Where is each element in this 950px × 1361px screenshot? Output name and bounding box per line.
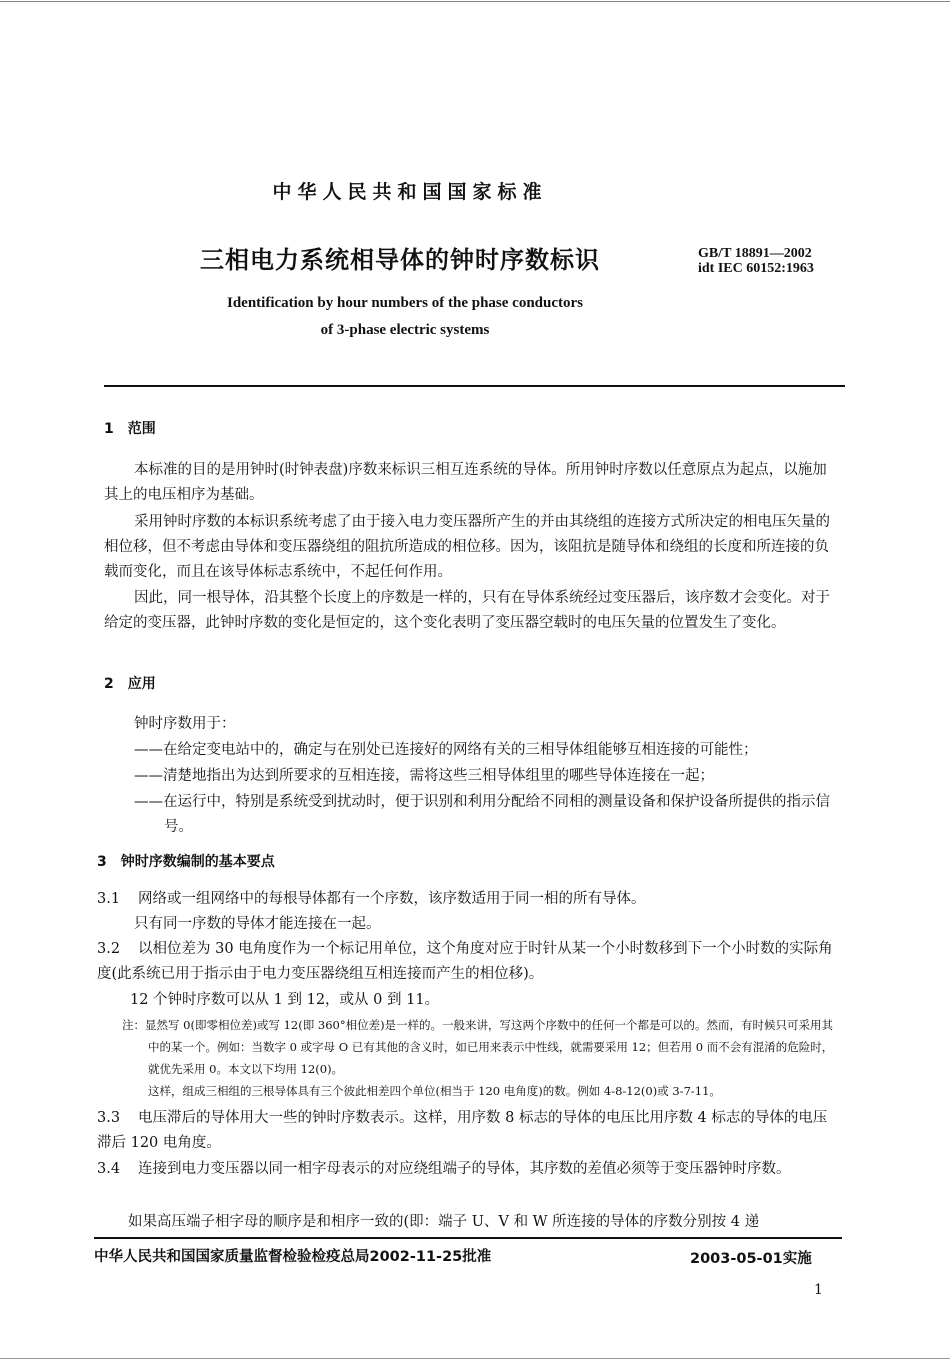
clause-3-1-text-b: 只有同一序数的导体才能连接在一起。 — [134, 916, 381, 932]
scan-edge-top — [0, 1, 950, 2]
clause-3-1-text: 网络或一组网络中的每根导体都有一个序数，该序数适用于同一相的所有导体。 — [138, 891, 646, 907]
clause-3-2-text: 以相位差为 30 电角度作为一个标记用单位，这个角度对应于时针从某一个小时数移到下一个小时数的实际角度(此系统已用于指示由于电力变压器绕组互相连接而产生的相位移)。 — [97, 941, 833, 982]
clause-3-2-text-b: 12 个钟时序数可以从 1 到 12，或从 0 到 11。 — [130, 992, 440, 1008]
clause-3-3-text: 电压滞后的导体用大一些的钟时序数表示。这样，用序数 8 标志的导体的电压比用序数 4 标志的导体的电压滞后 120 电角度。 — [97, 1110, 828, 1151]
section-2-item-1: ——在给定变电站中的，确定与在别处已连接好的网络有关的三相导体组能够互相连接的可能性； — [134, 742, 758, 758]
clause-3-4-number: 3.4 — [97, 1161, 121, 1177]
title-en-line-1: Identification by hour numbers of the phase conductors — [226, 295, 583, 311]
idt-reference: idt IEC 60152:1963 — [698, 261, 814, 276]
standard-number: GB/T 18891—2002 — [698, 246, 812, 261]
section-1-para-1: 本标准的目的是用钟时(时钟表盘)序数来标识三相互连系统的导体。所用钟时序数以任意原点为起点，以施加其上的电压相序为基础。 — [104, 462, 827, 503]
document-title-cn: 三相电力系统相导体的钟时序数标识 — [200, 246, 600, 274]
section-2-intro: 钟时序数用于： — [134, 716, 236, 732]
note-2: 这样，组成三相组的三根导体具有三个彼此相差四个单位(相当于 120 电角度)的数。例如 4-8-12(0)或 3-7-11。 — [148, 1084, 721, 1098]
approval-line: 中华人民共和国国家质量监督检验检疫总局2002-11-25批准 — [94, 1249, 492, 1265]
effective-date: 2003-05-01实施 — [690, 1251, 812, 1267]
footer-divider — [94, 1237, 842, 1239]
section-2-item-3: ——在运行中，特别是系统受到扰动时，便于识别和利用分配给不同相的测量设备和保护设备所提供的指示信号。 — [134, 794, 830, 835]
clause-3-4-text-b: 如果高压端子相字母的顺序是和相序一致的(即：端子 U、V 和 W 所连接的导体的序数分别按 4 递 — [128, 1214, 760, 1230]
national-standard-title: 中华人民共和国国家标准 — [272, 181, 548, 203]
page-number: 1 — [814, 1282, 823, 1298]
section-2-item-2: ——清楚地指出为达到所要求的互相连接，需将这些三相导体组里的哪些导体连接在一起； — [134, 768, 714, 784]
clause-3-3-number: 3.3 — [97, 1110, 121, 1126]
scan-edge-bottom — [0, 1358, 950, 1359]
clause-3-4-text: 连接到电力变压器以同一相字母表示的对应绕组端子的导体，其序数的差值必须等于变压器钟时序数。 — [138, 1161, 791, 1177]
title-en-line-2: of 3-phase electric systems — [320, 322, 490, 338]
section-1-para-2: 采用钟时序数的本标识系统考虑了由于接入电力变压器所产生的并由其绕组的连接方式所决定的相电压矢量的相位移，但不考虑由导体和变压器绕组的阻抗所造成的相位移。因为，该阻抗是随导体和绕组的长度和所连接的负载而变化，而且在该导体标志系统中，不起任何作用。 — [104, 514, 830, 580]
note-1: 注：显然写 0(即零相位差)或写 12(即 360°相位差)是一样的。一般来讲，写这两个序数中的任何一个都是可以的。然而，有时候只可采用其中的某一个。例如：当数字 0 或字母 O 已有其他的含义时，如已用来表示中性线，就需要采用 12；但若用 0 而不会有混淆的危险时，就优先采用 0。本文以下均用 12(0)。 — [122, 1018, 834, 1076]
section-1-heading: 1 范围 — [104, 421, 156, 437]
section-2-heading: 2 应用 — [104, 676, 156, 692]
section-3-heading: 3 钟时序数编制的基本要点 — [97, 854, 275, 870]
clause-3-2-number: 3.2 — [97, 941, 121, 957]
clause-3-1-number: 3.1 — [97, 891, 121, 907]
header-divider — [104, 385, 845, 387]
section-1-para-3: 因此，同一根导体，沿其整个长度上的序数是一样的，只有在导体系统经过变压器后，该序数才会变化。对于给定的变压器，此钟时序数的变化是恒定的，这个变化表明了变压器空载时的电压矢量的位置发生了变化。 — [104, 590, 830, 631]
document-title-en — [150, 290, 660, 344]
standard-number-block — [698, 246, 814, 276]
